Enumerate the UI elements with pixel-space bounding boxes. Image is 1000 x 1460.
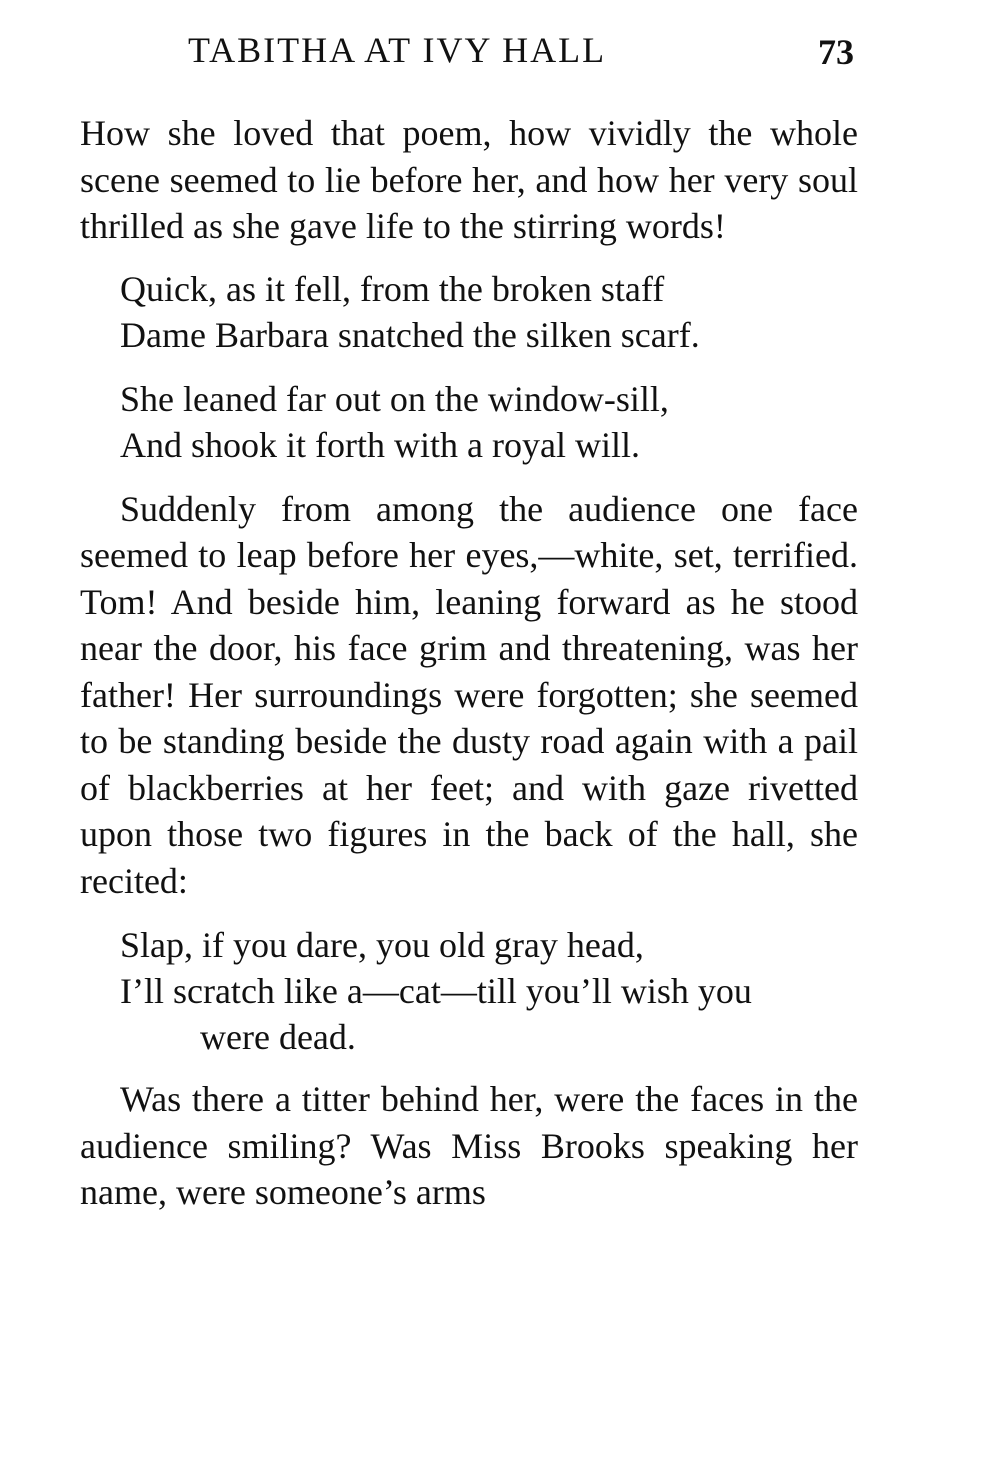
running-head: TABITHA AT IVY HALL [188,30,607,70]
verse-line: Slap, if you dare, you old gray head, [120,925,644,965]
verse-line: I’ll scratch like a—cat—till you’ll wish you [120,971,752,1011]
paragraph-1: How she loved that poem, how vividly the whole scene seemed to lie before her, and how her very soul thrilled as she gave life to the stirring words! [80,113,858,246]
page-number: 73 [818,32,854,72]
verse-stanza-2 [80,376,858,468]
paragraph-3: Was there a titter behind her, were the faces in the audience smiling? Was Miss Brooks speaking her name, were someone’s arms [80,1079,858,1212]
verse-line: Quick, as it fell, from the broken staff [120,268,665,309]
page-header [80,22,858,82]
verse-line: She leaned far out on the window-sill, [120,378,669,419]
verse-line: And shook it forth with a royal will. [120,424,640,465]
verse-stanza-3 [80,922,858,1060]
paragraph-2: Suddenly from among the audience one face seemed to leap before her eyes,—white, set, terrified. Tom! And beside him, leaning forward as he stood near the door, his face grim and threatening, was her father! Her surroundings were forgotten; she seemed to be standing beside the dusty road again with a pail of blackberries at her feet; and with gaze rivetted upon those two figures in the back of the hall, she recited: [80,488,858,901]
verse-stanza-1 [80,266,858,358]
verse-line: Dame Barbara snatched the silken scarf. [120,314,700,355]
verse-line-continuation: were dead. [200,1017,356,1057]
book-page [80,22,858,1216]
